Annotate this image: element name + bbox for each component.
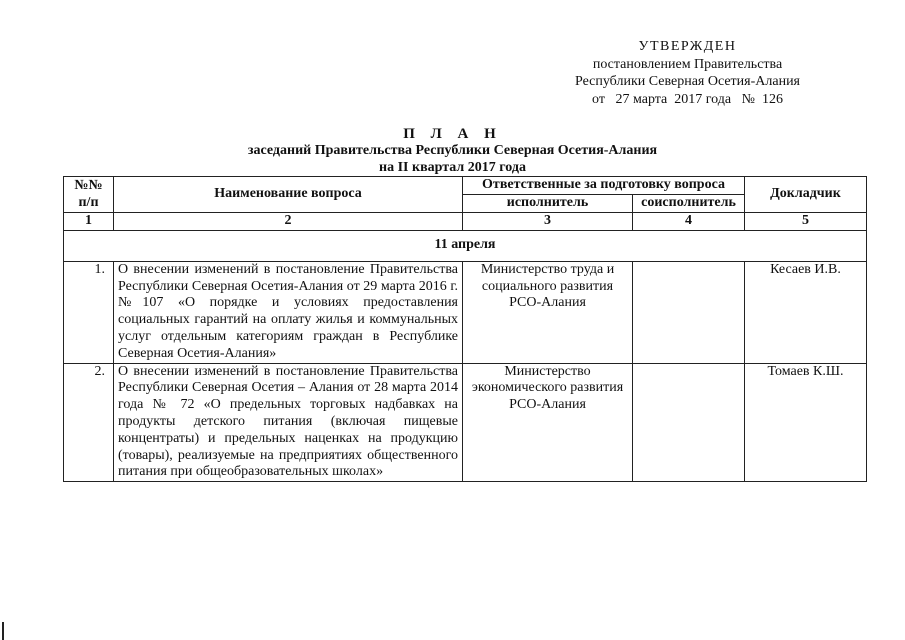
row-question: О внесении изменений в постановление Правительства Республики Северная Осетия – Алания от 28 марта 2014 года № 72 «О предельных торговых надбавках на продукты детского питания (включая пищевые концентраты) и предельных наценках на продукцию (товары), реализуемые на предприятиях общественного питания при общеобразовательных школах»	[114, 363, 463, 482]
plan-period: на II квартал 2017 года	[379, 160, 526, 175]
approval-date: 27 марта 2017 года	[615, 91, 732, 107]
approval-date-line	[560, 91, 815, 109]
row-number: 2.	[64, 363, 114, 482]
plan-title: П Л А Н	[403, 126, 502, 142]
column-number: 3	[463, 213, 633, 231]
header-speaker: Докладчик	[745, 177, 867, 213]
row-question: О внесении изменений в постановление Правительства Республики Северная Осетия-Алания от 29 марта 2016 г. №107 «О порядке и условиях предоставления социальных гарантий на оплату жилья и коммунальных услуг отдельным категориям граждан в Республике Северная Осетия-Алания»	[114, 261, 463, 363]
column-number-row	[64, 213, 867, 231]
approval-number: 126	[761, 91, 783, 107]
row-executor: Министерство экономического развития РСО-Алания	[463, 363, 633, 482]
row-coexecutor	[633, 363, 745, 482]
header-name: Наименование вопроса	[114, 177, 463, 213]
column-number: 2	[114, 213, 463, 231]
plan-subtitle: заседаний Правительства Республики Северная Осетия-Алания	[247, 143, 658, 158]
table-header-row	[64, 177, 867, 195]
column-number: 1	[64, 213, 114, 231]
approval-line-1: постановлением Правительства	[592, 56, 783, 72]
plan-table	[63, 176, 867, 482]
table-row	[64, 261, 867, 363]
table-row	[64, 363, 867, 482]
scan-edge-mark	[2, 622, 4, 640]
header-executor: исполнитель	[463, 195, 633, 213]
header-responsible: Ответственные за подготовку вопроса	[463, 177, 745, 195]
approval-date-prefix: от	[592, 91, 605, 107]
approval-stamp	[560, 38, 815, 108]
header-num: №№ п/п	[64, 177, 114, 213]
header-coexecutor: соисполнитель	[633, 195, 745, 213]
approval-line-2: Республики Северная Осетия-Алания	[575, 74, 800, 89]
column-number: 5	[745, 213, 867, 231]
row-number: 1.	[64, 261, 114, 363]
row-speaker: Томаев К.Ш.	[745, 363, 867, 482]
approval-word: УТВЕРЖДЕН	[638, 39, 737, 54]
date-group-label: 11 апреля	[64, 230, 867, 261]
column-number: 4	[633, 213, 745, 231]
row-coexecutor	[633, 261, 745, 363]
row-speaker: Кесаев И.В.	[745, 261, 867, 363]
approval-number-sign: №	[741, 91, 755, 107]
row-executor: Министерство труда и социального развития РСО-Алания	[463, 261, 633, 363]
date-group-row	[64, 230, 867, 261]
